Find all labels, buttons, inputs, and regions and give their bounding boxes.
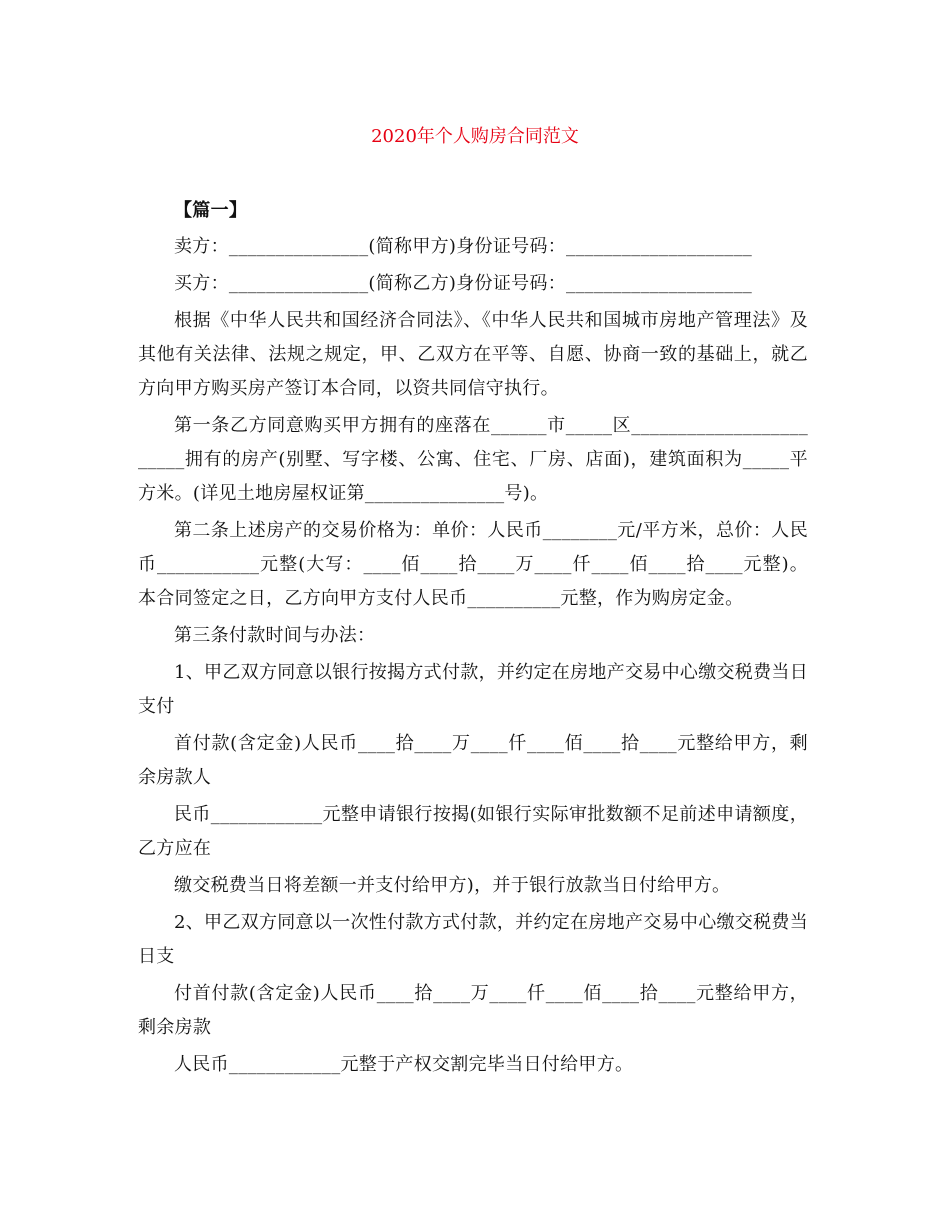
buyer-line: 买方：_______________(简称乙方)身份证号码：____________________: [174, 273, 753, 294]
section-label: 【篇一】: [174, 200, 248, 221]
seller-line: 卖方：_______________(简称甲方)身份证号码：____________________: [174, 236, 753, 257]
article-one-paragraph: 第一条乙方同意购买甲方拥有的座落在______市_____区________________________拥有的房产(别墅、写字楼、公寓、住宅、厂房、店面)，建筑面积为_____平方米。(详见土地房屋权证第_______________号)。: [138, 415, 808, 504]
document-title: 2020年个人购房合同范文: [371, 126, 579, 147]
article-two-paragraph: 第二条上述房产的交易价格为：单价：人民币________元/平方米，总价：人民币___________元整(大写：____佰____拾____万____仟____佰____拾____元整)。本合同签定之日，乙方向甲方支付人民币__________元整，作为购房定金。: [138, 520, 808, 609]
legal-basis-paragraph: 根据《中华人民共和国经济合同法》、《中华人民共和国城市房地产管理法》及其他有关法律、法规之规定，甲、乙双方在平等、自愿、协商一致的基础上，就乙方向甲方购买房产签订本合同，以资共同信守执行。: [138, 310, 808, 399]
payment-option-one: 1、甲乙双方同意以银行按揭方式付款，并约定在房地产交易中心缴交税费当日支付: [138, 662, 808, 717]
article-three-heading: 第三条付款时间与办法：: [174, 625, 376, 646]
document-body: [138, 194, 808, 1085]
payment-option-one-mortgage: 民币____________元整申请银行按揭(如银行实际审批数额不足前述申请额度，乙方应在: [138, 804, 808, 859]
payment-option-two-balance: 人民币____________元整于产权交割完毕当日付给甲方。: [174, 1054, 634, 1075]
payment-option-one-down-payment: 首付款(含定金)人民币____拾____万____仟____佰____拾____元整给甲方，剩余房款人: [138, 733, 808, 788]
payment-option-two-down-payment: 付首付款(含定金)人民币____拾____万____仟____佰____拾____元整给甲方，剩余房款: [138, 983, 808, 1038]
payment-option-one-tax-day: 缴交税费当日将差额一并支付给甲方)，并于银行放款当日付给甲方。: [174, 875, 731, 896]
payment-option-two: 2、甲乙双方同意以一次性付款方式付款，并约定在房地产交易中心缴交税费当日支: [138, 912, 808, 967]
